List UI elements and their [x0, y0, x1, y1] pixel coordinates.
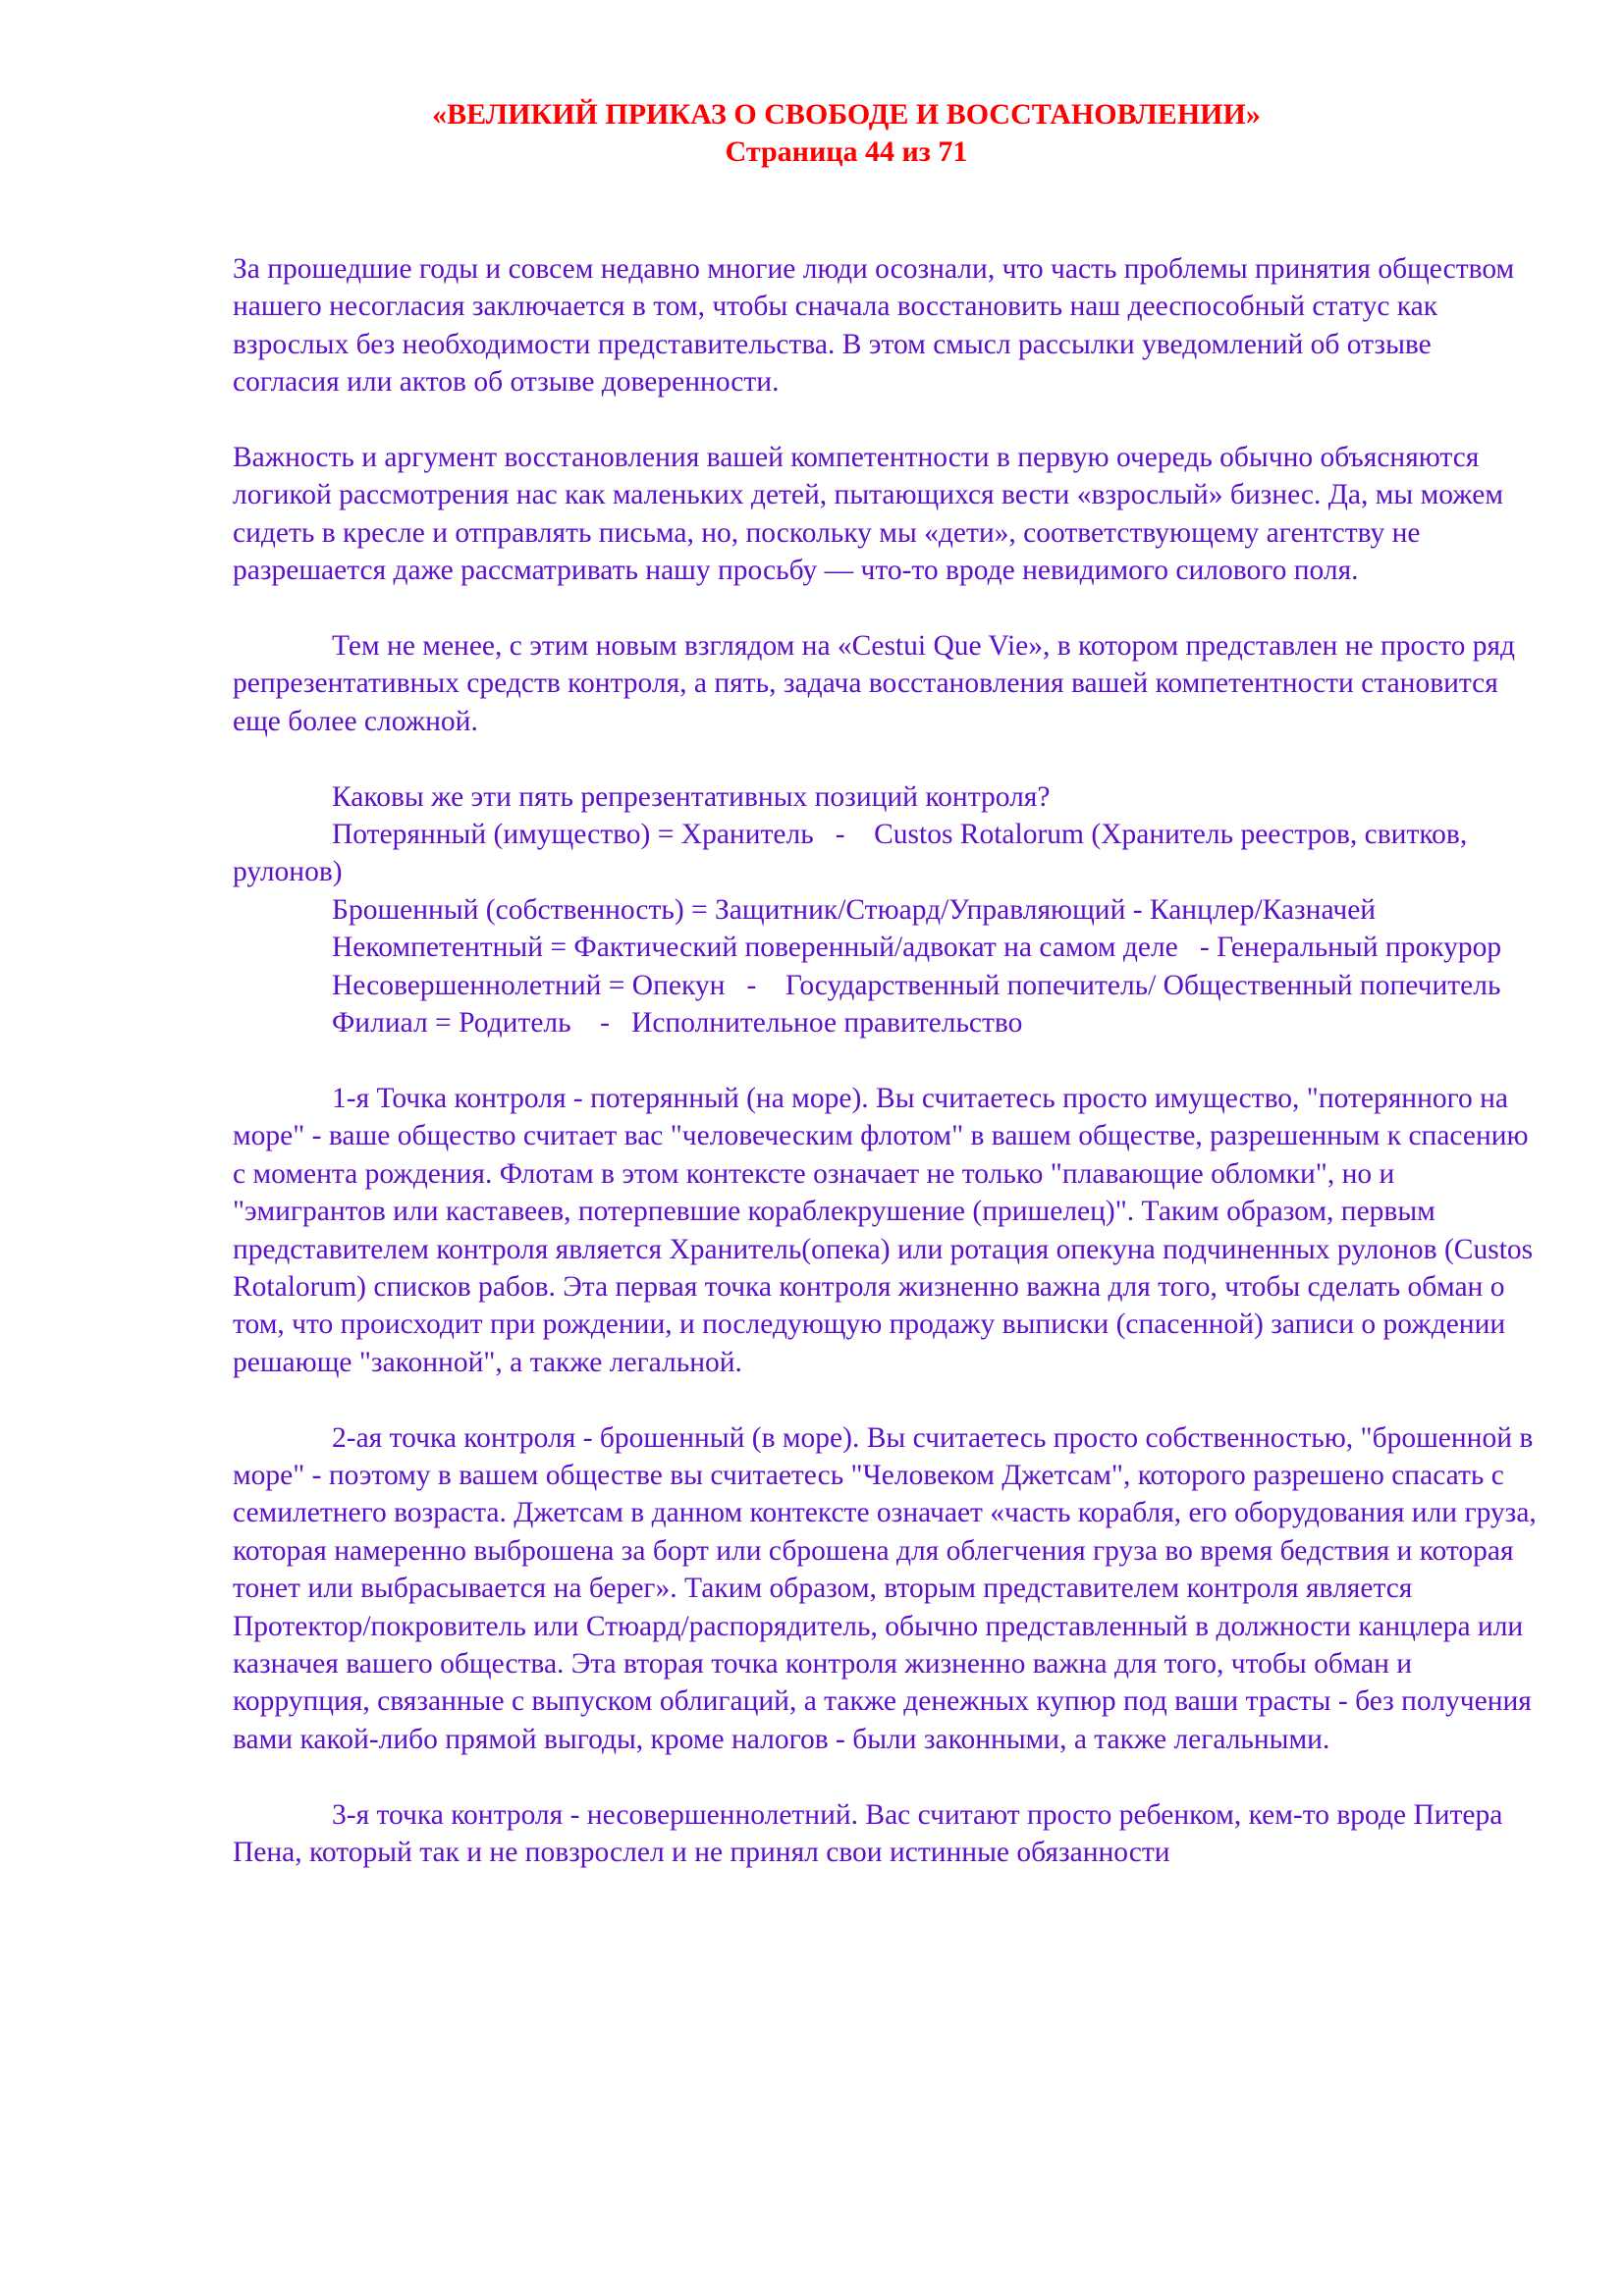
paragraph-competence: Важность и аргумент восстановления вашей компетентности в первую очередь обычно объясняются логикой рассмотрения нас как маленьких детей, пытающихся вести «взрослый» бизнес. Да, мы можем сидеть в кресле и отправлять письма, но, поскольку мы «дети», соответствующему агентству не разрешается даже рассматривать нашу просьбу — что-то вроде невидимого силового поля.	[233, 442, 1504, 587]
control-list-item-lost: Потерянный (имущество) = Хранитель - Custos Rotalorum (Хранитель реестров, свитков, рулонов)	[233, 819, 1475, 888]
paragraph-control-point-2: 2-ая точка контроля - брошенный (в море). Вы считаетесь просто собственностью, "брошенной в море" - поэтому в вашем обществе вы считаетесь "Человеком Джетсам", которого разрешено спасать с семилетнего возраста. Джетсам в данном контексте означает «часть корабля, его оборудования или груза, которая намеренно выброшена за борт или сброшена для облегчения груза во время бедствия и которая тонет или выбрасывается на берег». Таким образом, вторым представителем контроля является Протектор/покровитель или Стюард/распорядитель, обычно представленный в должности канцлера или казначея вашего общества. Эта вторая точка контроля жизненно важна для того, чтобы обман и коррупция, связанные с выпуском облигаций, а также денежных купюр под ваши трасты - без получения вами какой-либо прямой выгоды, кроме налогов - были законными, а также легальными.	[233, 1421, 1537, 1755]
control-list-intro: Каковы же эти пять репрезентативных позиций контроля?	[332, 780, 1051, 813]
control-list-item-affiliate: Филиал = Родитель - Исполнительное правительство	[332, 1007, 1023, 1040]
paragraph-cestui-que-vie: Тем не менее, с этим новым взглядом на «Cestui Que Vie», в котором представлен не просто ряд репрезентативных средств контроля, а пять, задача восстановления вашей компетентности становится еще более сложной.	[233, 630, 1516, 737]
page-number-label: Страница 44 из 71	[725, 135, 968, 168]
page-header	[0, 96, 1624, 171]
control-positions-list	[233, 778, 1539, 1042]
control-list-item-incompetent: Некомпетентный = Фактический поверенный/адвокат на самом деле - Генеральный прокурор	[332, 932, 1502, 964]
control-list-item-minor: Несовершеннолетний = Опекун - Государственный попечитель/ Общественный попечитель	[332, 969, 1501, 1001]
paragraph-control-point-3: 3-я точка контроля - несовершеннолетний. Вас считают просто ребенком, кем-то вроде Питера Пена, который так и не повзрослел и не принял свои истинные обязанности	[233, 1798, 1503, 1868]
document-title: «ВЕЛИКИЙ ПРИКАЗ О СВОБОДЕ И ВОССТАНОВЛЕНИИ»	[432, 98, 1261, 131]
paragraph-intro: За прошедшие годы и совсем недавно многие люди осознали, что часть проблемы принятия обществом нашего несогласия заключается в том, чтобы сначала восстановить наш дееспособный статус как взрослых без необходимости представительства. В этом смысл рассылки уведомлений об отзыве согласия или актов об отзыве доверенности.	[233, 253, 1515, 399]
document-body	[233, 250, 1539, 1909]
control-list-item-abandoned: Брошенный (собственность) = Защитник/Стюард/Управляющий - Канцлер/Казначей	[332, 893, 1377, 926]
paragraph-control-point-1: 1-я Точка контроля - потерянный (на море). Вы считаетесь просто имущество, "потерянного на море" - ваше общество считает вас "человеческим флотом" в вашем обществе, разрешенным к спасению с момента рождения. Флотам в этом контексте означает не только "плавающие обломки", но и "эмигрантов или каставеев, потерпевшие кораблекрушение (пришелец)". Таким образом, первым представителем контроля является Хранитель(опека) или ротация опекуна подчиненных рулонов (Custos Rotalorum) списков рабов. Эта первая точка контроля жизненно важна для того, чтобы сделать обман о том, что происходит при рождении, и последующую продажу выписки (спасенной) записи о рождении решающе "законной", а также легальной.	[233, 1082, 1534, 1378]
